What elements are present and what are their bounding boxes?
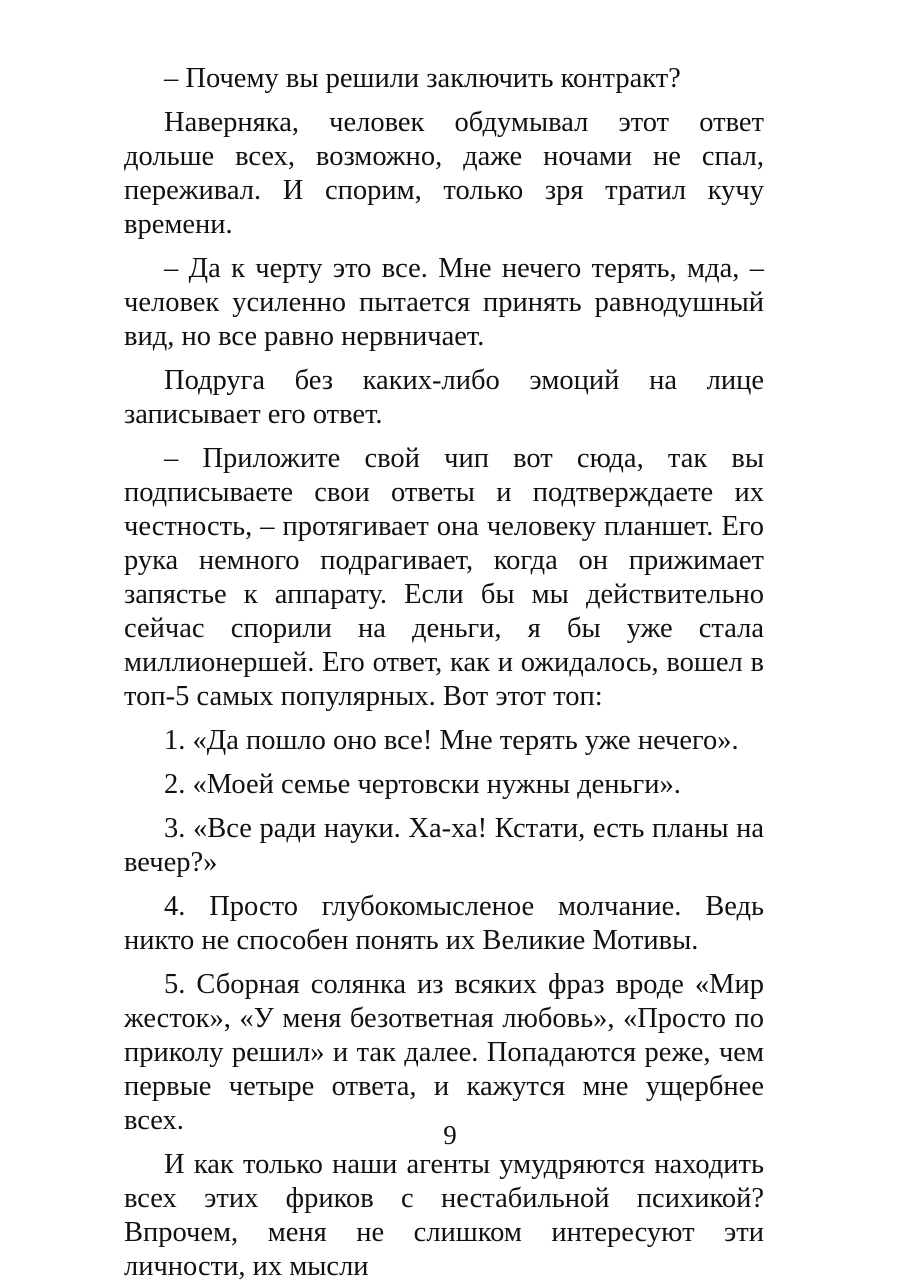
paragraph-chip-signature: – Приложите свой чип вот сюда, так вы подписываете свои ответы и подтверждаете их честность, – протягивает она человеку планшет. Его рука немного подрагивает, когда он прижимает запястье к аппарату. Если бы мы действительно сейчас спорили на деньги, я бы уже стала миллионершей. Его ответ, как и ожидалось, вошел в топ-5 самых популярных. Вот этот топ: xyxy=(124,443,764,712)
page-number: 9 xyxy=(443,1120,457,1150)
paragraph-friend-records: Подруга без каких-либо эмоций на лице записывает его ответ. xyxy=(124,365,764,430)
paragraph-narration: Наверняка, человек обдумывал этот ответ дольше всех, возможно, даже ночами не спал, переживал. И спорим, только зря тратил кучу времени. xyxy=(124,107,764,240)
list-item-3: 3. «Все ради науки. Ха-ха! Кстати, есть планы на вечер?» xyxy=(124,813,764,878)
paragraph-closing: И как только наши агенты умудряются находить всех этих фриков с нестабильной психикой? Впрочем, меня не слишком интересуют эти личности, их мысли xyxy=(124,1149,764,1282)
list-item-2: 2. «Моей семье чертовски нужны деньги». xyxy=(164,769,681,800)
page-body-text xyxy=(124,62,764,1284)
list-item-4: 4. Просто глубокомысленое молчание. Ведь никто не способен понять их Великие Мотивы. xyxy=(124,891,764,956)
list-item-1: 1. «Да пошло оно все! Мне терять уже нечего». xyxy=(164,725,739,756)
list-item-5: 5. Сборная солянка из всяких фраз вроде «Мир жесток», «У меня безответная любовь», «Просто по приколу решил» и так далее. Попадаются реже, чем первые четыре ответа, и кажутся мне ущербнее всех. xyxy=(124,969,764,1136)
paragraph-question: – Почему вы решили заключить контракт? xyxy=(164,63,681,94)
paragraph-dialogue-reply: – Да к черту это все. Мне нечего терять, мда, – человек усиленно пытается принять равнодушный вид, но все равно нервничает. xyxy=(124,253,764,352)
